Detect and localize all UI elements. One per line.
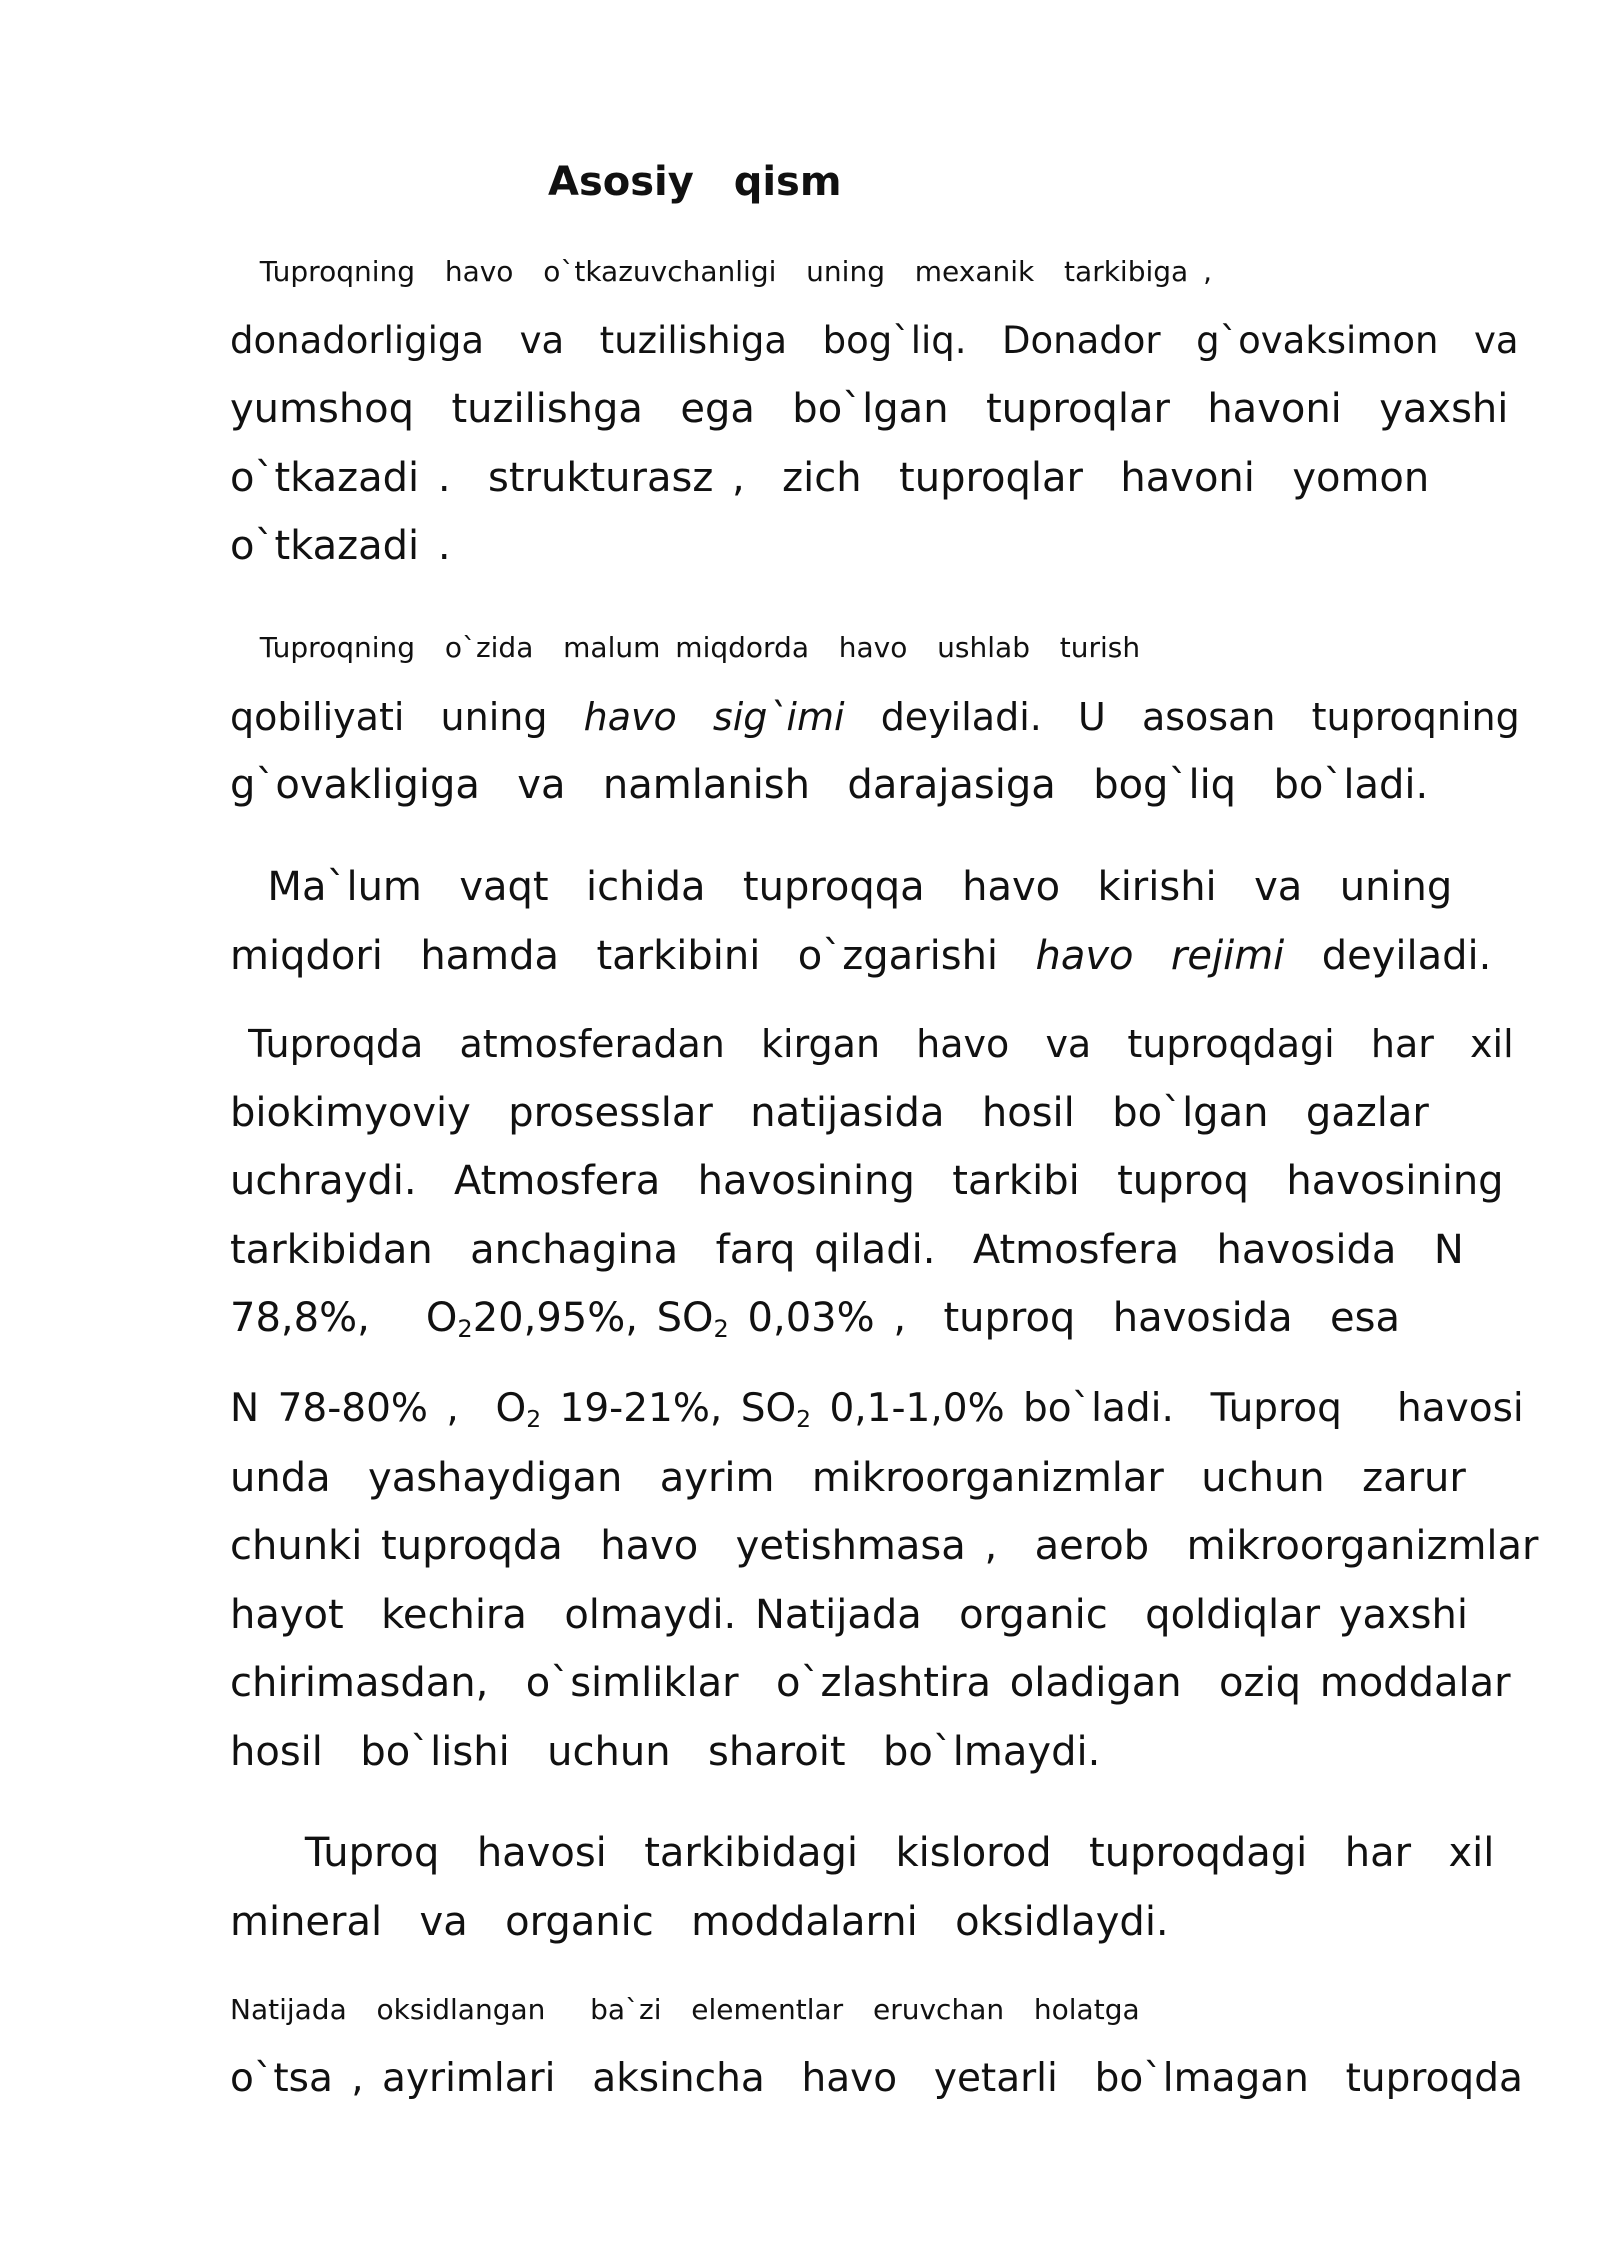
paragraph-air-capacity	[230, 614, 1520, 820]
text-line: tarkibidan anchagina farq qiladi. Atmosfera havosida N	[230, 1226, 1464, 1273]
text-line: hayot kechira olmaydi. Natijada organic qoldiqlar yaxshi	[230, 1591, 1468, 1638]
term-havo-rejimi: havo rejimi	[1035, 932, 1285, 979]
text-line: unda yashaydigan ayrim mikroorganizmlar uchun zarur	[230, 1454, 1466, 1501]
text-line: Tuproqning o`zida malum miqdorda havo ushlab turish	[230, 631, 1141, 664]
text-line: uchraydi. Atmosfera havosining tarkibi tuproq havosining	[230, 1158, 1504, 1204]
text-line: qobiliyati uning havo sig`imi deyiladi. U asosan tuproqning	[230, 694, 1520, 739]
text-line: N 78-80% , $O_2$ 19-21%, $SO_2$ 0,1-1,0% bo`ladi. Tuproq havosi	[230, 1386, 1524, 1433]
text-line: mineral va organic moddalarni oksidlaydi.	[230, 1898, 1169, 1945]
text-line: hosil bo`lishi uchun sharoit bo`lmaydi.	[230, 1728, 1101, 1775]
text-line: o`tkazadi . strukturasz , zich tuproqlar havoni yomon	[230, 454, 1430, 501]
paragraph-air-regime	[230, 853, 1491, 990]
text-line: biokimyoviy prosesslar natijasida hosil bo`lgan gazlar	[230, 1089, 1429, 1136]
text-line: o`tsa , ayrimlari aksincha havo yetarli bo`lmagan tuproqda	[230, 2055, 1523, 2101]
text-line: 78,8%, $O_220,95\%$, $SO_2$ 0,03% , tuproq havosida esa	[230, 1295, 1400, 1343]
text-line: Tuproqning havo o`tkazuvchanligi uning mexanik tarkibiga ,	[230, 255, 1212, 288]
text-line: yumshoq tuzilishga ega bo`lgan tuproqlar havoni yaxshi	[230, 386, 1509, 432]
text-line: g`ovakligiga va namlanish darajasiga bog`liq bo`ladi.	[230, 762, 1429, 808]
text-line: Natijada oksidlangan ba`zi elementlar eruvchan holatga	[230, 1993, 1140, 2026]
term-havo-sigimi: havo sig`imi	[583, 694, 845, 739]
text-line: Ma`lum vaqt ichida tuproqqa havo kirishi va uning	[230, 864, 1453, 910]
section-heading: Asosiy qism	[548, 159, 842, 205]
paragraph-air-composition	[230, 1010, 1514, 1353]
text-line: Tuproqda atmosferadan kirgan havo va tuproqdagi har xil	[230, 1022, 1514, 1066]
text-line: miqdori hamda tarkibini o`zgarishi havo rejimi deyiladi.	[230, 932, 1492, 979]
text-line: Tuproq havosi tarkibidagi kislorod tuproqdagi har xil	[230, 1830, 1495, 1876]
text-line: chunki tuproqda havo yetishmasa , aerob mikroorganizmlar	[230, 1523, 1539, 1569]
paragraph-soil-air	[230, 1375, 1539, 1786]
paragraph-result	[230, 1976, 1523, 2113]
text-line: o`tkazadi .	[230, 523, 451, 569]
paragraph-oxidation	[230, 1819, 1494, 1956]
text-line: donadorligiga va tuzilishiga bog`liq. Donador g`ovaksimon va	[230, 318, 1519, 362]
text-line: chirimasdan, o`simliklar o`zlashtira oladigan oziq moddalar	[230, 1660, 1511, 1706]
paragraph-air-permeability	[230, 238, 1519, 581]
